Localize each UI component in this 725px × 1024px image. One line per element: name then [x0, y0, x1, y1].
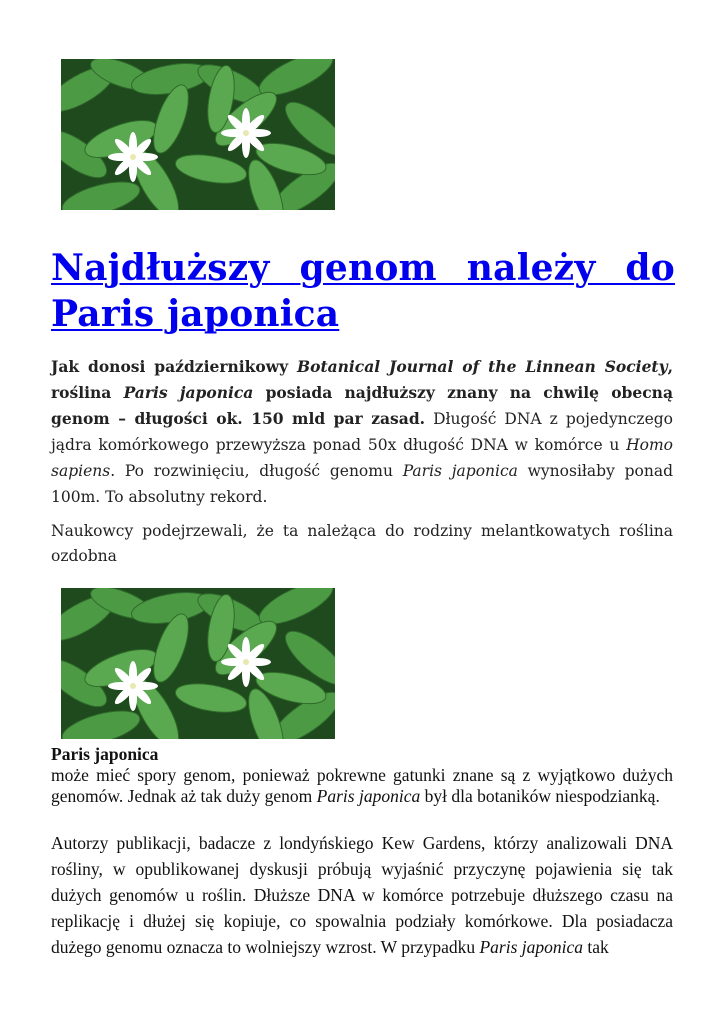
- intro-text: , roślina: [51, 357, 673, 402]
- intro-text: Jak donosi październikowy: [51, 357, 297, 376]
- paragraph-text: był dla botaników niespodzianką.: [420, 786, 660, 806]
- intro-text: Długość DNA z pojedynczego jądra komórkowego przewyższa ponad 50x długość DNA w komórce u: [51, 410, 673, 454]
- species-name: Paris japonica: [479, 937, 584, 957]
- paragraph-3: [51, 765, 673, 807]
- paragraph-4: [51, 830, 673, 960]
- flower-photo: [61, 588, 335, 739]
- species-name: Homo sapiens: [51, 436, 673, 480]
- flower-photo: [61, 59, 335, 210]
- species-name: Paris japonica: [402, 462, 518, 480]
- intro-paragraph: [51, 354, 673, 510]
- intro-text: posiada najdłuższy znany na chwilę obecną genom – długości ok. 150 mld par zasad.: [51, 383, 673, 428]
- paris-japonica-image: [61, 588, 335, 739]
- intro-text: wynosiłaby ponad 100m. To absolutny rekord.: [51, 462, 673, 506]
- paragraph-text: tak: [583, 937, 609, 957]
- paris-japonica-image: [61, 59, 335, 210]
- species-name: Paris japonica: [316, 786, 421, 806]
- intro-text: . Po rozwinięciu, długość genomu: [110, 462, 403, 480]
- article-title-link[interactable]: Najdłuższy genom należy do Paris japonica: [51, 247, 675, 335]
- journal-name: Botanical Journal of the Linnean Society: [297, 357, 668, 376]
- species-name: Paris japonica: [123, 383, 254, 402]
- article-title: [51, 245, 675, 337]
- paragraph-text: Autorzy publikacji, badacze z londyńskiego Kew Gardens, którzy analizowali DNA rośliny, w opublikowanej dyskusji próbują wyjaśnić przyczynę pojawienia się tak dużych genomów u roślin. Dłuższe DNA w komórce potrzebuje dłuższego czasu na replikację i dłużej się kopiuje, co spowalnia podziały komórkowe. Dla posiadacza dużego genomu oznacza to wolniejszy wzrost. W przypadku: [51, 833, 673, 957]
- image-caption: Paris japonica: [51, 744, 159, 764]
- paragraph-2: Naukowcy podejrzewali, że ta należąca do rodziny melantkowatych roślina ozdobna: [51, 522, 673, 565]
- paragraph-text: może mieć spory genom, ponieważ pokrewne gatunki znane są z wyjątkowo dużych genomów. Jednak aż tak duży genom: [51, 765, 673, 806]
